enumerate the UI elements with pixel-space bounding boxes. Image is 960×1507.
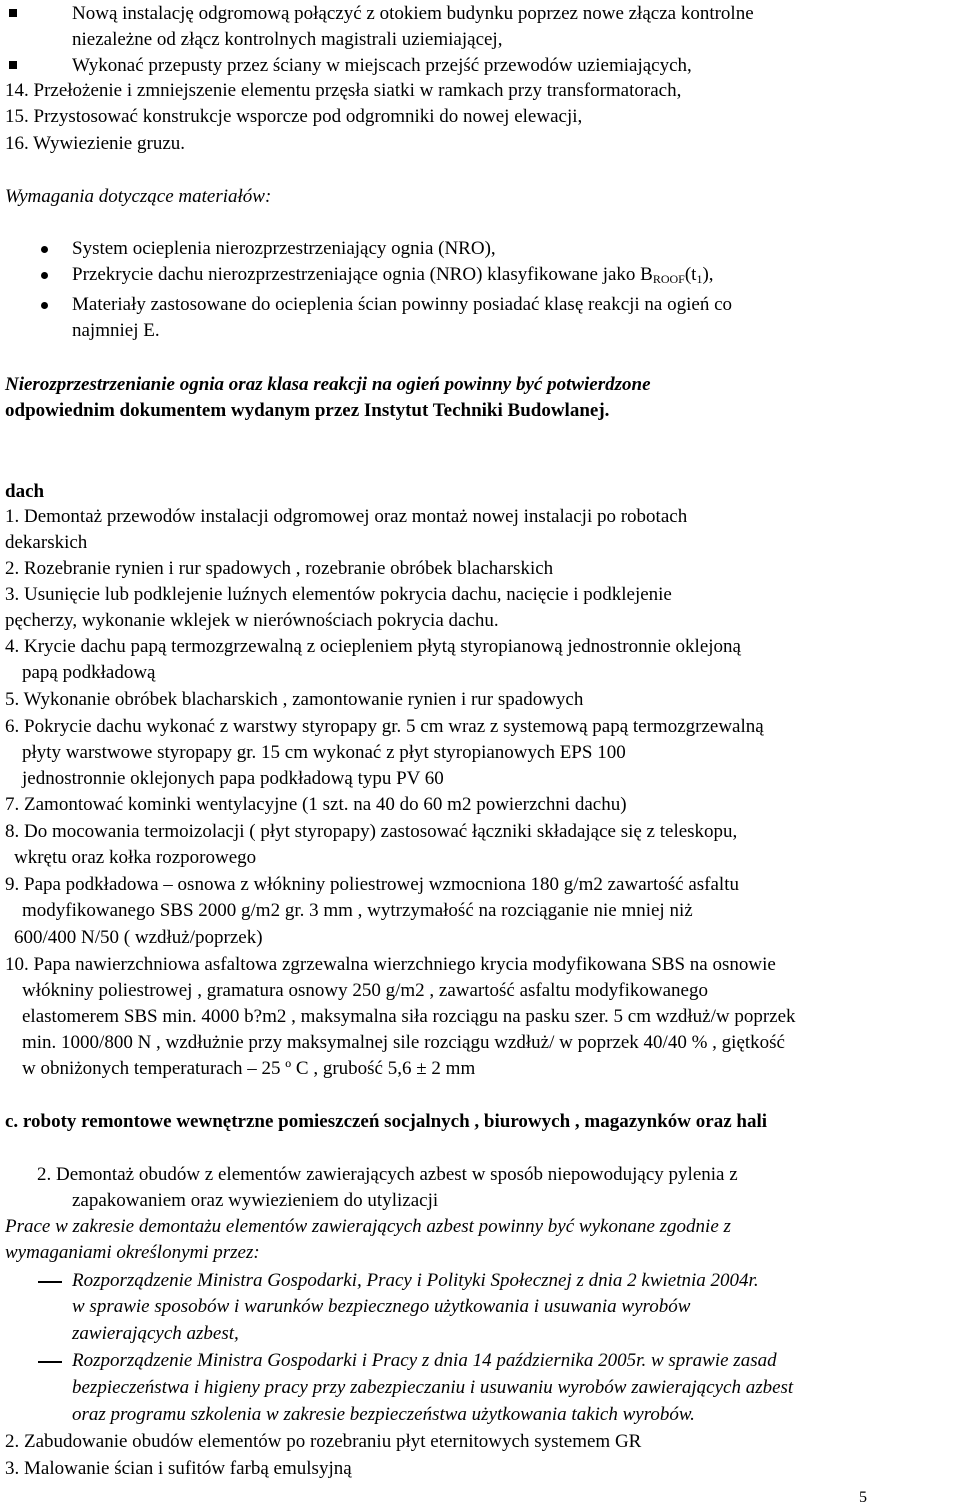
list-item: 5. Wykonanie obróbek blacharskich , zamontowanie rynien i rur spadowych [5, 689, 584, 710]
list-item: 8. Do mocowania termoizolacji ( płyt styropapy) zastosować łączniki składające się z teleskopu, [5, 821, 738, 842]
section-heading: dach [5, 481, 45, 502]
list-item: Materiały zastosowane do ocieplenia ścian powinny posiadać klasę reakcji na ogień co [72, 294, 733, 315]
list-item-continuation: bezpieczeństwa i higieny pracy przy zabezpieczaniu i usuwaniu wyrobów zawierających azbest [72, 1377, 794, 1398]
list-item: 6. Pokrycie dachu wykonać z warstwy styropapy gr. 5 cm wraz z systemową papą termozgrzewalną [5, 716, 764, 737]
dash-bullet-icon [38, 1281, 62, 1283]
note: Nierozprzestrzenianie ognia oraz klasa reakcji na ogień powinny być potwierdzone [5, 374, 651, 395]
list-item-continuation: w sprawie sposobów i warunków bezpiecznego użytkowania i usuwania wyrobów [72, 1296, 691, 1317]
paragraph: wymaganiami określonymi przez: [5, 1242, 260, 1263]
list-item: System ocieplenia nierozprzestrzeniający ognia (NRO), [72, 238, 496, 259]
note: odpowiednim dokumentem wydanym przez Instytut Techniki Budowlanej. [5, 400, 610, 421]
square-bullet-icon [9, 61, 17, 69]
list-item: 3. Malowanie ścian i sufitów farbą emulsyjną [5, 1458, 352, 1479]
section-heading: Wymagania dotyczące materiałów: [5, 186, 272, 207]
list-item: 14. Przełożenie i zmniejszenie elementu przęsła siatki w ramkach przy transformatorach, [5, 80, 682, 101]
section-heading: c. roboty remontowe wewnętrzne pomieszczeń socjalnych , biurowych , magazynków oraz hali [5, 1111, 768, 1132]
bullet-icon [41, 272, 48, 279]
subscript: ROOF [652, 272, 685, 286]
list-item: 3. Usunięcie lub podklejenie luźnych elementów pokrycia dachu, nacięcie i podklejenie [5, 584, 672, 605]
list-item-continuation: 600/400 N/50 ( wzdłuż/poprzek) [14, 927, 263, 948]
list-item: Nową instalację odgromową połączyć z otokiem budynku poprzez nowe złącza kontrolne [72, 3, 754, 24]
list-item-continuation: wkrętu oraz kołka rozporowego [14, 847, 257, 868]
list-item-continuation: w obniżonych temperaturach – 25 º C , grubość 5,6 ± 2 mm [22, 1058, 476, 1079]
list-item [72, 264, 714, 290]
list-item-continuation: włókniny poliestrowej , gramatura osnowy 250 g/m2 , zawartość asfaltu modyfikowanego [22, 980, 708, 1001]
list-item-continuation: zawierających azbest, [72, 1323, 239, 1344]
list-item: Rozporządzenie Ministra Gospodarki i Pracy z dnia 14 października 2005r. w sprawie zasad [72, 1350, 777, 1371]
list-item: 4. Krycie dachu papą termozgrzewalną z ociepleniem płytą styropianową jednostronnie oklejoną [5, 636, 741, 657]
list-item: 16. Wywiezienie gruzu. [5, 133, 185, 154]
list-item: 1. Demontaż przewodów instalacji odgromowej oraz montaż nowej instalacji po robotach [5, 506, 688, 527]
list-item: 10. Papa nawierzchniowa asfaltowa zgrzewalna wierzchniego krycia modyfikowana SBS na osnowie [5, 954, 776, 975]
list-item: Wykonać przepusty przez ściany w miejscach przejść przewodów uziemiających, [72, 55, 692, 76]
list-item-continuation: jednostronnie oklejonych papa podkładową typu PV 60 [22, 768, 444, 789]
list-item-continuation: dekarskich [5, 532, 88, 553]
bullet-icon [41, 302, 48, 309]
list-item-continuation: min. 1000/800 N , wzdłużnie przy maksymalnej sile rozciągu wzdłuż/ w poprzek 40/40 % , giętkość [22, 1032, 785, 1053]
text-fragment: (t [684, 264, 697, 285]
list-item-continuation: zapakowaniem oraz wywiezieniem do utylizacji [72, 1190, 439, 1211]
list-item: 7. Zamontować kominki wentylacyjne (1 szt. na 40 do 60 m2 powierzchni dachu) [5, 794, 627, 815]
bullet-icon [41, 246, 48, 253]
list-item: 15. Przystosować konstrukcje wsporcze pod odgromniki do nowej elewacji, [5, 106, 583, 127]
square-bullet-icon [9, 9, 17, 17]
page-number: 5 [859, 1489, 867, 1506]
list-item-continuation: modyfikowanego SBS 2000 g/m2 gr. 3 mm , wytrzymałość na rozciąganie nie mniej niż [22, 900, 693, 921]
list-item-continuation: papą podkładową [22, 662, 156, 683]
list-item-continuation: najmniej E. [72, 320, 160, 341]
dash-bullet-icon [38, 1361, 62, 1363]
text-fragment: ), [702, 264, 714, 285]
list-item-continuation: elastomerem SBS min. 4000 b?m2 , maksymalna siła rozciągu na pasku szer. 5 cm wzdłuż/w poprzek [22, 1006, 796, 1027]
list-item-continuation: pęcherzy, wykonanie wklejek w nierównościach pokrycia dachu. [5, 610, 499, 631]
text-fragment: Przekrycie dachu nierozprzestrzeniające ognia (NRO) klasyfikowane jako B [72, 264, 653, 285]
list-item: 9. Papa podkładowa – osnowa z włókniny poliestrowej wzmocniona 180 g/m2 zawartość asfaltu [5, 874, 739, 895]
subscript: 1 [696, 272, 703, 286]
list-item: 2. Demontaż obudów z elementów zawierających azbest w sposób niepowodujący pylenia z [37, 1164, 738, 1185]
list-item: 2. Rozebranie rynien i rur spadowych , rozebranie obróbek blacharskich [5, 558, 554, 579]
list-item-continuation: niezależne od złącz kontrolnych magistrali uziemiającej, [72, 29, 503, 50]
list-item-continuation: płyty warstwowe styropapy gr. 15 cm wykonać z płyt styropianowych EPS 100 [22, 742, 626, 763]
paragraph: Prace w zakresie demontażu elementów zawierających azbest powinny być wykonane zgodnie z [5, 1216, 731, 1237]
list-item-continuation: oraz programu szkolenia w zakresie bezpieczeństwa użytkowania takich wyrobów. [72, 1404, 695, 1425]
list-item: Rozporządzenie Ministra Gospodarki, Pracy i Polityki Społecznej z dnia 2 kwietnia 2004r. [72, 1270, 759, 1291]
list-item: 2. Zabudowanie obudów elementów po rozebraniu płyt eternitowych systemem GR [5, 1431, 642, 1452]
